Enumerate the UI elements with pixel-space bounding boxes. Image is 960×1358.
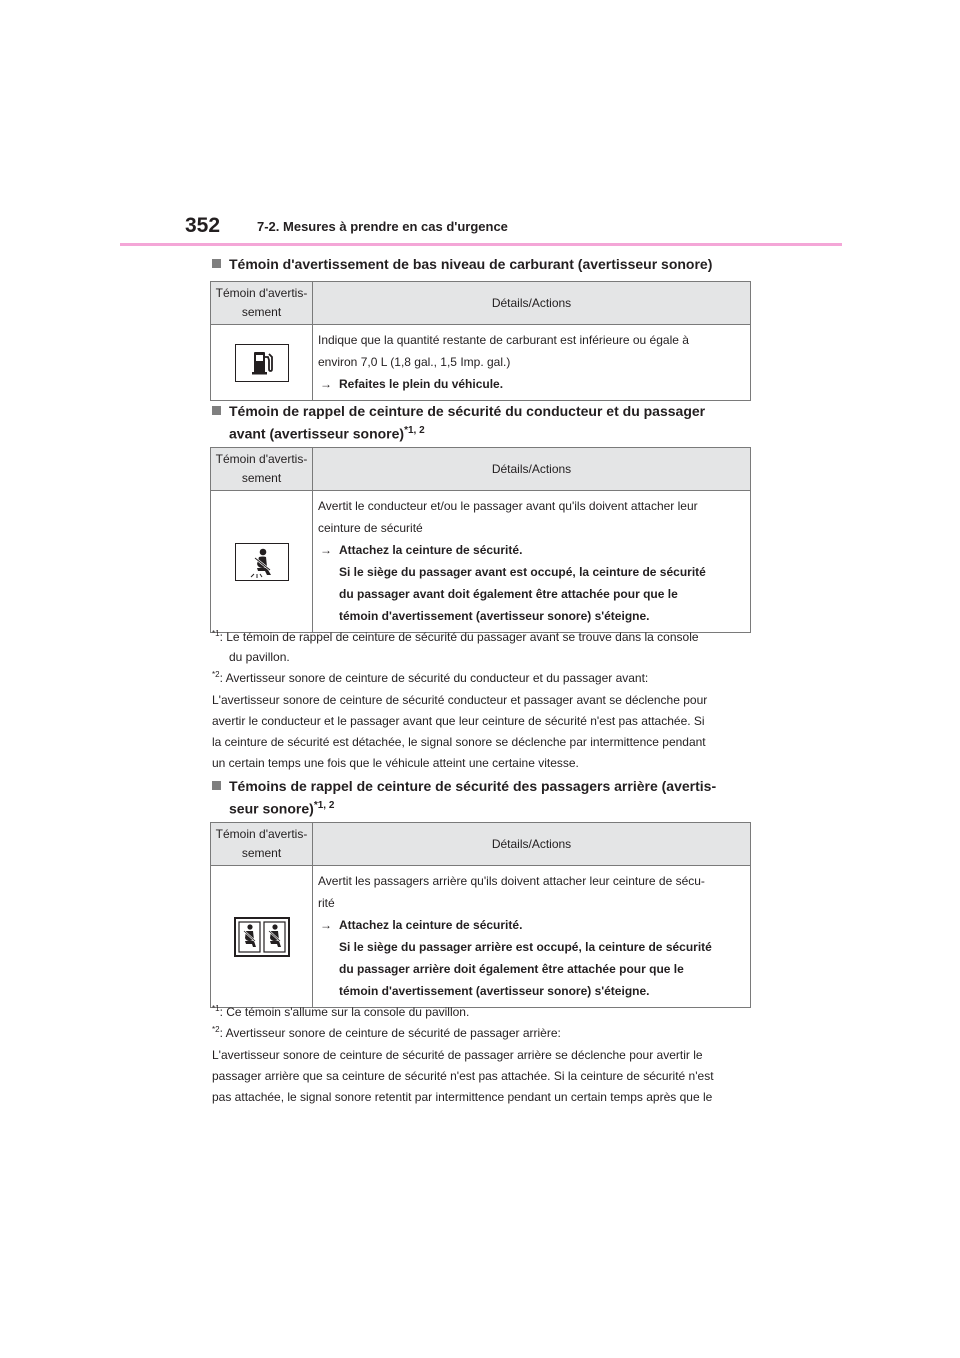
arrow-icon: → bbox=[320, 377, 332, 391]
details-cell: Avertit les passagers arrière qu'ils doivent attacher leur ceinture de sécu- rité → Attachez la ceinture de sécurité. Si le siège du passager arrière est occupé, la ceinture de sécurité du passager arrière doit également être attachée pour que le témoin d'avertissement (avertisseur sonore) s'éteigne. bbox=[313, 866, 751, 1008]
paragraph: L'avertisseur sonore de ceinture de sécurité conducteur et passager avant se déclenche pour avertir le conducteur et le passager avant que leur ceinture de sécurité n'est pas attachée. Si la ceinture de sécurité est détachée, le signal sonore se déclenche par intermittence pendant un certain temps une fois que le véhicule atteint une certaine vitesse. bbox=[212, 693, 708, 770]
fuel-warning-table bbox=[210, 281, 751, 401]
action-item: → Refaites le plein du véhicule. bbox=[318, 373, 744, 395]
col-header-details: Détails/Actions bbox=[313, 282, 751, 325]
bullet-square-icon bbox=[212, 781, 221, 790]
col-header-details: Détails/Actions bbox=[313, 448, 751, 491]
footnote-2: $^{*2}$: Avertisseur sonore de ceinture de sécurité de passager arrière: bbox=[212, 1025, 561, 1040]
rear-seatbelt-table bbox=[210, 822, 751, 1008]
arrow-icon: → bbox=[320, 918, 332, 932]
footnote-1: $^{*1}$: Ce témoin s'allume sur la console du pavillon. bbox=[212, 1004, 470, 1019]
footnote-1: $^{*1}$: Le témoin de rappel de ceinture de sécurité du passager avant se trouve dans la console du pavillon. bbox=[212, 629, 699, 664]
section3-heading: Témoins de rappel de ceinture de sécurité des passagers arrière (avertis- seur sonore)$^{*1, 2}$ bbox=[212, 777, 752, 819]
col-header-warning-light: Témoin d'avertis- sement bbox=[211, 448, 313, 491]
seatbelt-icon bbox=[235, 543, 289, 581]
section1-heading bbox=[212, 255, 752, 274]
details-cell: Indique que la quantité restante de carburant est inférieure ou égale à environ 7,0 L (1,8 gal., 1,5 Imp. gal.) → Refaites le plein du véhicule. bbox=[313, 325, 751, 401]
table-header-row bbox=[211, 448, 751, 491]
table-header-row bbox=[211, 282, 751, 325]
details-cell: Avertit le conducteur et/ou le passager avant qu'ils doivent attacher leur ceinture de sécurité → Attachez la ceinture de sécurité. Si le siège du passager avant est occupé, la ceinture de sécurité du passager avant doit également être attachée pour que le témoin d'avertissement (avertisseur sonore) s'éteigne. bbox=[313, 491, 751, 633]
front-seatbelt-table bbox=[210, 447, 751, 633]
arrow-icon: → bbox=[320, 543, 332, 557]
table-header-row bbox=[211, 823, 751, 866]
col-header-warning-light: Témoin d'avertis- sement bbox=[211, 282, 313, 325]
section2-heading: Témoin de rappel de ceinture de sécurité du conducteur et du passager avant (avertisseur sonore)$^{*1, 2}$ bbox=[212, 402, 752, 444]
col-header-warning-light: Témoin d'avertis- sement bbox=[211, 823, 313, 866]
section1-title: Témoin d'avertissement de bas niveau de carburant (avertisseur sonore) bbox=[229, 256, 713, 272]
action-item: → Attachez la ceinture de sécurité. Si le siège du passager avant est occupé, la ceinture de sécurité du passager avant doit également être attachée pour que le témoin d'avertissement (avertisseur sonore) s'éteigne. bbox=[318, 539, 744, 627]
bullet-square-icon bbox=[212, 406, 221, 415]
table-row bbox=[211, 491, 751, 633]
table-row bbox=[211, 866, 751, 1008]
col-header-details: Détails/Actions bbox=[313, 823, 751, 866]
rear-seatbelt-icon bbox=[234, 917, 290, 957]
header-divider bbox=[120, 243, 842, 246]
section-title: 7-2. Mesures à prendre en cas d'urgence bbox=[257, 219, 508, 234]
footnote-2: $^{*2}$: Avertisseur sonore de ceinture de sécurité du conducteur et du passager avant: bbox=[212, 670, 649, 685]
table-row bbox=[211, 325, 751, 401]
fuel-pump-icon bbox=[235, 344, 289, 382]
paragraph: L'avertisseur sonore de ceinture de sécurité de passager arrière se déclenche pour avertir le passager arrière que sa ceinture de sécurité n'est pas attachée. Si la ceinture de sécurité n'est pas attachée, le signal sonore retentit par intermittence pendant un certain temps après que le bbox=[212, 1048, 714, 1104]
page-number: 352 bbox=[185, 214, 221, 237]
action-item: → Attachez la ceinture de sécurité. Si le siège du passager arrière est occupé, la ceinture de sécurité du passager arrière doit également être attachée pour que le témoin d'avertissement (avertisseur sonore) s'éteigne. bbox=[318, 914, 744, 1002]
bullet-square-icon bbox=[212, 259, 221, 268]
